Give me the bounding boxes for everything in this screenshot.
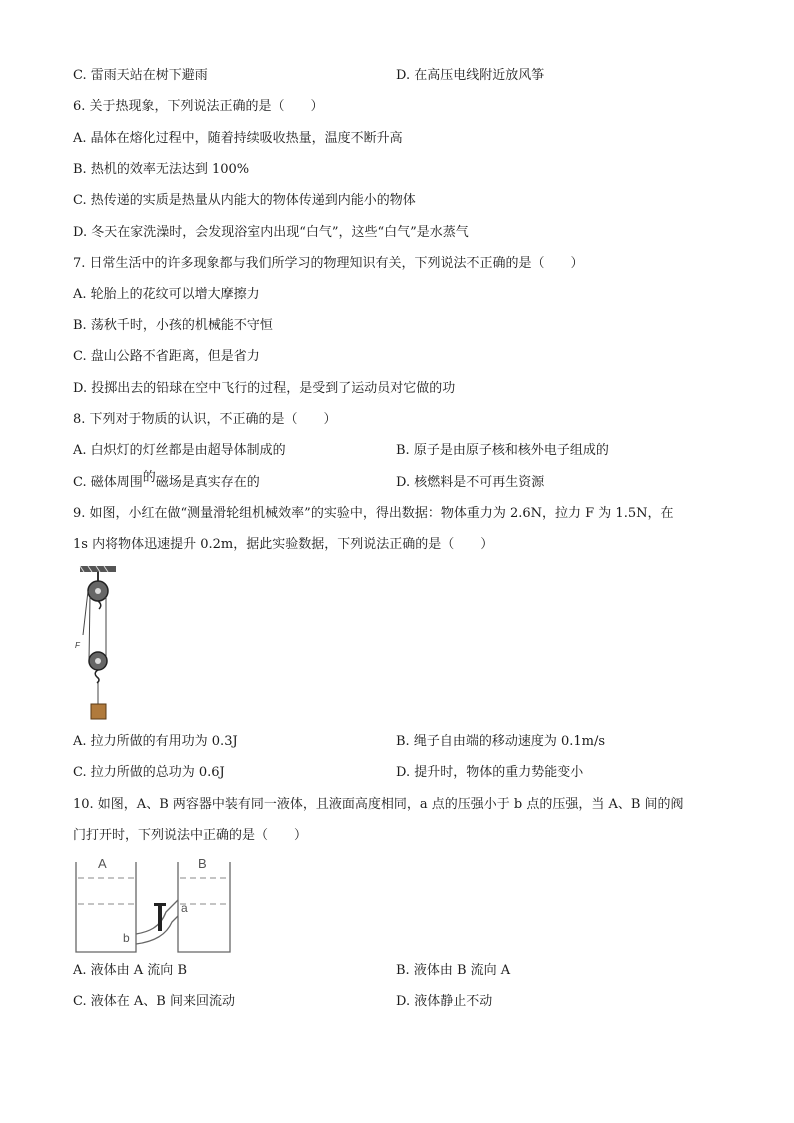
q8-option-c-pre: C. 磁体周围 (73, 475, 143, 490)
q7-option-c: C. 盘山公路不省距离，但是省力 (73, 349, 260, 364)
q8-option-c-post: 磁场是真实存在的 (155, 475, 260, 490)
q9-option-b: B. 绳子自由端的移动速度为 0.1m/s (396, 734, 606, 749)
point-b-label: b (123, 931, 130, 945)
q10-option-c: C. 液体在 A、B 间来回流动 (73, 994, 235, 1009)
q8-stem: 8. 下列对于物质的认识，不正确的是（ ） (73, 412, 337, 427)
q8-option-d: D. 核燃料是不可再生资源 (396, 475, 545, 490)
q6-option-a: A. 晶体在熔化过程中，随着持续吸收热量，温度不断升高 (73, 131, 403, 146)
q10-option-a: A. 液体由 A 流向 B (73, 963, 187, 978)
valve (158, 905, 162, 931)
force-label-f: F (75, 641, 80, 650)
connected-containers-figure (70, 852, 240, 957)
q7-stem: 7. 日常生活中的许多现象都与我们所学习的物理知识有关，下列说法不正确的是（ ） (73, 256, 584, 271)
weight-block (91, 704, 106, 719)
q7-option-d: D. 投掷出去的铅球在空中飞行的过程，是受到了运动员对它做的功 (73, 381, 456, 396)
q6-option-d: D. 冬天在家洗澡时，会发现浴室内出现“白气”，这些“白气”是水蒸气 (73, 225, 469, 240)
q6-option-b: B. 热机的效率无法达到 100% (73, 162, 250, 177)
q7-option-b: B. 荡秋千时，小孩的机械能不守恒 (73, 318, 273, 333)
q9-option-a: A. 拉力所做的有用功为 0.3J (73, 734, 238, 749)
container-b-label: B (198, 856, 207, 871)
point-a-label: a (181, 901, 188, 915)
q8-option-a: A. 白炽灯的灯丝都是由超导体制成的 (73, 443, 286, 458)
q10-option-d: D. 液体静止不动 (396, 994, 493, 1009)
q10-stem-line1: 10. 如图，A、B 两容器中装有同一液体，且液面高度相同，a 点的压强小于 b 点的压强，当 A、B 间的阀 (73, 797, 684, 812)
q9-stem-line1: 9. 如图，小红在做“测量滑轮组机械效率”的实验中，得出数据：物体重力为 2.6N，拉力 F 为 1.5N，在 (73, 506, 674, 521)
q9-option-d: D. 提升时，物体的重力势能变小 (396, 765, 584, 780)
q10-stem-line2: 门打开时，下列说法中正确的是（ ） (73, 828, 308, 843)
q5-option-d: D. 在高压电线附近放风筝 (396, 68, 545, 83)
q10-option-b: B. 液体由 B 流向 A (396, 963, 511, 978)
q8-option-c-de: 的 (142, 470, 156, 485)
container-a-label: A (98, 856, 107, 871)
q6-stem: 6. 关于热现象，下列说法正确的是（ ） (73, 99, 324, 114)
q8-option-b: B. 原子是由原子核和核外电子组成的 (396, 443, 609, 458)
pulley-system-figure (70, 565, 130, 725)
q7-option-a: A. 轮胎上的花纹可以增大摩擦力 (73, 287, 260, 302)
q5-option-c: C. 雷雨天站在树下避雨 (73, 68, 208, 83)
q8-option-c (73, 470, 260, 492)
free-end-rope (83, 591, 88, 635)
q9-option-c: C. 拉力所做的总功为 0.6J (73, 765, 225, 780)
q9-stem-line2: 1s 内将物体迅速提升 0.2m，据此实验数据，下列说法正确的是（ ） (73, 537, 494, 552)
q6-option-c: C. 热传递的实质是热量从内能大的物体传递到内能小的物体 (73, 193, 416, 208)
